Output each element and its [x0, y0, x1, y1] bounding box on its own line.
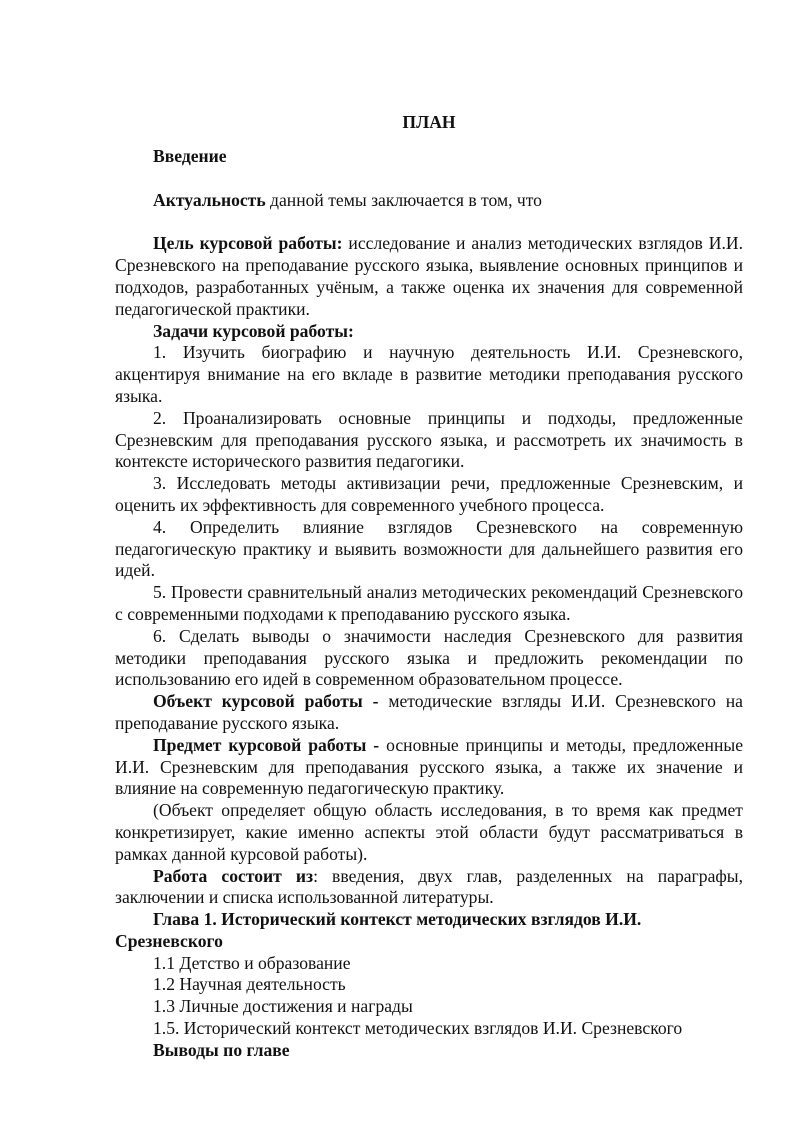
chapter1-conclusion: Выводы по главе: [153, 1039, 290, 1060]
toc-item: 1.5. Исторический контекст методических взглядов И.И. Срезневского: [153, 1018, 683, 1039]
goal-paragraph: [115, 233, 743, 320]
structure-text: : введения, двух глав, разделенных на параграфы, заключении и списка использованной литературы.: [115, 865, 743, 908]
intro-heading: Введение: [153, 145, 227, 166]
toc-item: 1.3 Личные достижения и награды: [153, 996, 413, 1017]
relevance-text: данной темы заключается в том, что: [265, 189, 542, 210]
goal-text: исследование и анализ методических взглядов И.И. Срезневского на преподавание русского языка, выявление основных принципов и подходов, разработанных учёным, а также оценка их значения для современной педагогической практики.: [115, 233, 743, 319]
tasks-heading: Задачи курсовой работы:: [153, 320, 354, 341]
toc-item: 1.1 Детство и образование: [153, 952, 351, 973]
subject-paragraph: [115, 735, 743, 800]
goal-label: Цель курсовой работы:: [153, 233, 343, 254]
note-paragraph: (Объект определяет общую область исследования, в то время как предмет конкретизирует, какие именно аспекты этой области будут рассматриваться в рамках данной курсовой работы).: [115, 800, 743, 864]
structure-paragraph: [115, 866, 743, 910]
task-item: 5. Провести сравнительный анализ методических рекомендаций Срезневского с современными подходами к преподаванию русского языка.: [115, 582, 743, 624]
document-page: [115, 110, 743, 1062]
document-title: ПЛАН: [402, 112, 456, 132]
object-label: Объект курсовой работы -: [153, 691, 379, 712]
task-item: 6. Сделать выводы о значимости наследия Срезневского для развития методики преподавания русского языка и предложить рекомендации по использованию его идей в современном образовательном процессе.: [115, 625, 743, 690]
task-item: 2. Проанализировать основные принципы и подходы, предложенные Срезневским для преподавания русского языка, и рассмотреть их значимость в контексте исторического развития педагогики.: [115, 407, 743, 472]
task-item: 3. Исследовать методы активизации речи, предложенные Срезневским, и оценить их эффективность для современного учебного процесса.: [115, 473, 743, 515]
task-item: 1. Изучить биографию и научную деятельность И.И. Срезневского, акцентируя внимание на его вкладе в развитие методики преподавания русского языка.: [115, 342, 743, 406]
structure-label: Работа состоит из: [153, 865, 314, 886]
chapter1-heading: Глава 1. Исторический контекст методических взглядов И.И. Срезневского: [115, 909, 642, 951]
relevance-paragraph: [115, 190, 743, 212]
task-item: 4. Определить влияние взглядов Срезневского на современную педагогическую практику и выявить возможности для дальнейшего развития его идей.: [115, 516, 743, 581]
relevance-label: Актуальность: [153, 189, 266, 210]
subject-text: основные принципы и методы, предложенные И.И. Срезневским для преподавания русского языка, а также их значение и влияние на современную педагогическую практику.: [115, 734, 743, 799]
object-text: методические взгляды И.И. Срезневского на преподавание русского языка.: [115, 691, 743, 733]
subject-label: Предмет курсовой работы -: [153, 734, 380, 755]
toc-item: 1.2 Научная деятельность: [153, 974, 346, 995]
object-paragraph: [115, 691, 743, 735]
